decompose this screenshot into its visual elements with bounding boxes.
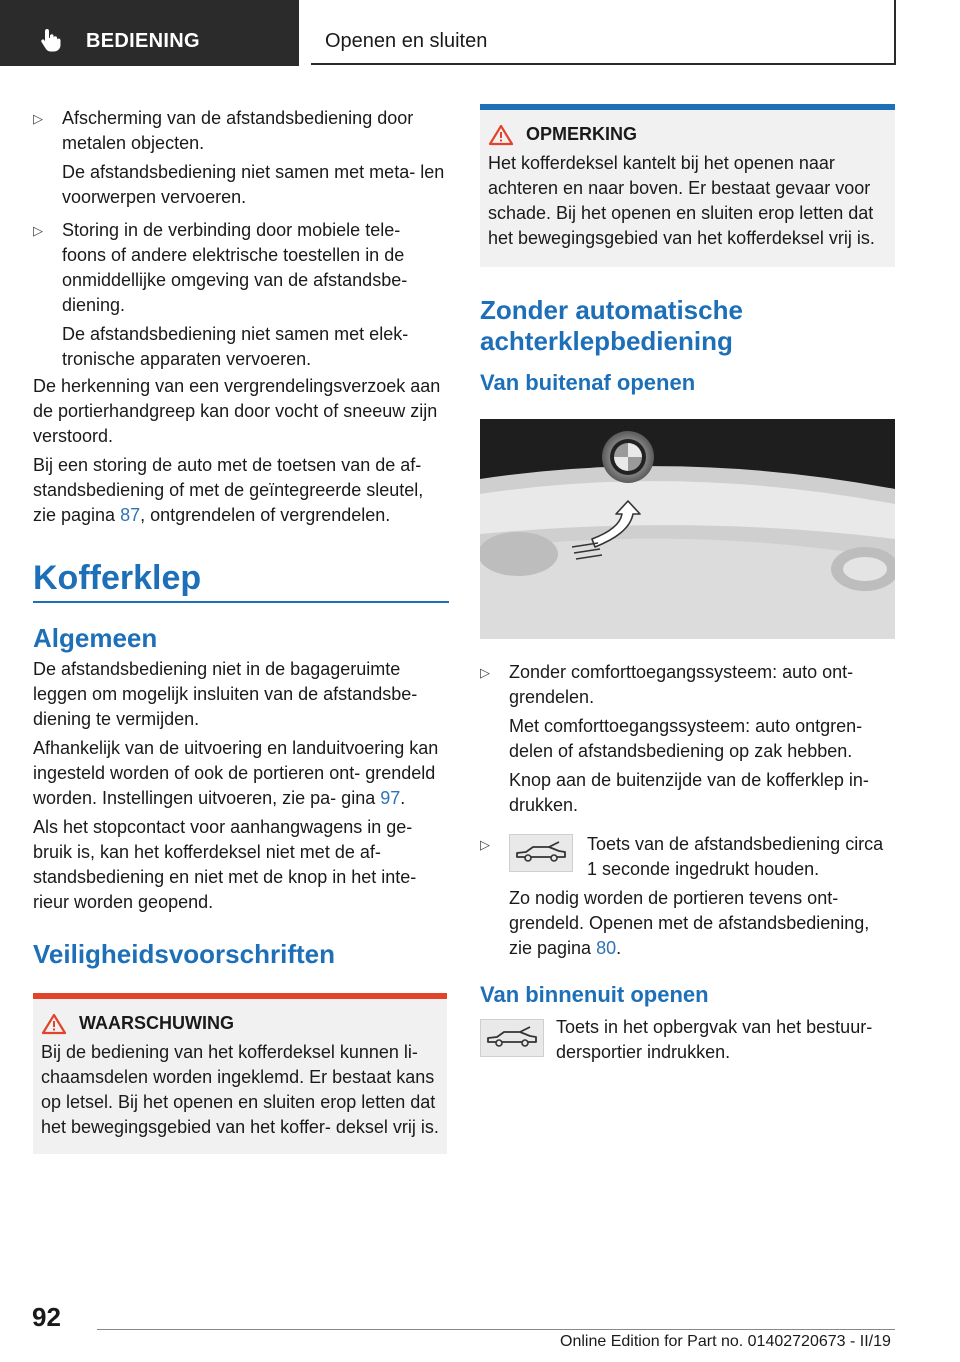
list-item-text: Toets van de afstandsbediening circa 1 seconde ingedrukt houden. [587, 834, 884, 879]
heading-van-binnenuit: Van binnenuit openen [480, 982, 709, 1007]
heading-algemeen: Algemeen [33, 623, 158, 653]
page-header [311, 0, 896, 65]
paragraph: Bij een storing de auto met de toetsen van de af- standsbediening of met de geïntegreerde sleutel, zie pagina 87, ontgrendelen of vergrendelen. [33, 455, 424, 525]
bullet-triangle-icon: ▷ [33, 223, 43, 238]
warning-title: WAARSCHUWING [79, 1013, 234, 1033]
list-item [33, 218, 449, 372]
list-item-text: Zonder comforttoegangssysteem: auto ont- grendelen. [509, 662, 854, 707]
list-item-subtext: Zo nodig worden de portieren tevens ont- grendeld. Openen met de afstandsbediening, zie pagina 80. [509, 888, 870, 958]
page-link[interactable]: 87 [120, 505, 141, 525]
car-trunk-photo [480, 419, 895, 639]
heading-kofferklep: Kofferklep [33, 559, 202, 597]
car-trunk-button-icon [480, 1019, 544, 1057]
list-item-text: Storing in de verbinding door mobiele tele- foons of andere elektrische toestellen in de onmiddellijke omgeving van de afstandsbe- diening. [62, 220, 408, 315]
warning-triangle-icon [41, 1013, 67, 1035]
heading-van-buitenaf: Van buitenaf openen [480, 370, 696, 395]
page-link[interactable]: 80 [596, 938, 617, 958]
paragraph: De herkenning van een vergrendelingsverzoek aan de portierhandgreep kan door vocht of sneeuw zijn verstoord. [33, 376, 441, 446]
warning-box [33, 993, 447, 1154]
right-column [480, 104, 895, 1065]
section-name: BEDIENING [86, 30, 200, 52]
paragraph: De afstandsbediening niet in de bagageruimte leggen om mogelijk insluiten van de afstandsbe- diening te vermijden. [33, 659, 418, 729]
list-item-subtext: Met comforttoegangssysteem: auto ontgren- delen of afstandsbediening op zak hebben. [509, 716, 863, 761]
paragraph: Afhankelijk van de uitvoering en landuitvoering kan ingesteld worden of ook de portieren ont- grendeld worden. Instellingen uitvoeren, zie pa- gina 97. [33, 738, 439, 808]
list-item-subtext: De afstandsbediening niet samen met meta- len voorwerpen vervoeren. [62, 162, 445, 207]
note-title: OPMERKING [526, 124, 638, 144]
warning-triangle-icon [488, 124, 514, 146]
hand-pointer-icon [40, 28, 62, 52]
bullet-triangle-icon: ▷ [480, 665, 490, 680]
list-item-subtext: Knop aan de buitenzijde van de kofferklep in- drukken. [509, 770, 869, 815]
heading-veiligheidsvoorschriften: Veiligheidsvoorschriften [33, 939, 335, 969]
footer-rule [97, 1329, 895, 1330]
binnen-instruction [480, 1015, 895, 1065]
note-box [480, 104, 895, 267]
list-item [33, 106, 449, 210]
warning-text: Bij de bediening van het kofferdeksel kunnen li- chaamsdelen worden ingeklemd. Er bestaat kans op letsel. Bij het openen en sluiten erop letten dat het bewegingsgebied van het koffer- deksel vrij is. [41, 1042, 439, 1137]
page-number: 92 [32, 1302, 61, 1332]
car-trunk-button-icon [509, 834, 573, 872]
heading-zonder-automatische: Zonder automatische achterklepbediening [480, 295, 743, 356]
left-column [33, 106, 449, 1154]
chapter-title: Openen en sluiten [325, 30, 488, 52]
bullet-triangle-icon: ▷ [33, 111, 43, 126]
note-text: Het kofferdeksel kantelt bij het openen naar achteren en naar boven. Er bestaat gevaar voor schade. Bij het openen en sluiten erop letten dat het bewegingsgebied van het kofferdeksel vrij is. [488, 153, 875, 248]
paragraph: Toets in het opbergvak van het bestuur- dersportier indrukken. [556, 1017, 873, 1062]
list-item-subtext: De afstandsbediening niet samen met elek- tronische apparaten vervoeren. [62, 324, 409, 369]
section-tab [0, 0, 299, 66]
list-item [480, 832, 895, 961]
edition-text: Online Edition for Part no. 01402720673 - II/19 [560, 1333, 891, 1350]
list-item-text: Afscherming van de afstandsbediening door metalen objecten. [62, 108, 414, 153]
bullet-triangle-icon: ▷ [480, 837, 490, 852]
paragraph: Als het stopcontact voor aanhangwagens in ge- bruik is, kan het kofferdeksel niet met de af- standsbediening en niet met de knop in het inte- rieur worden geopend. [33, 817, 417, 912]
page-link[interactable]: 97 [380, 788, 401, 808]
list-item [480, 660, 895, 818]
